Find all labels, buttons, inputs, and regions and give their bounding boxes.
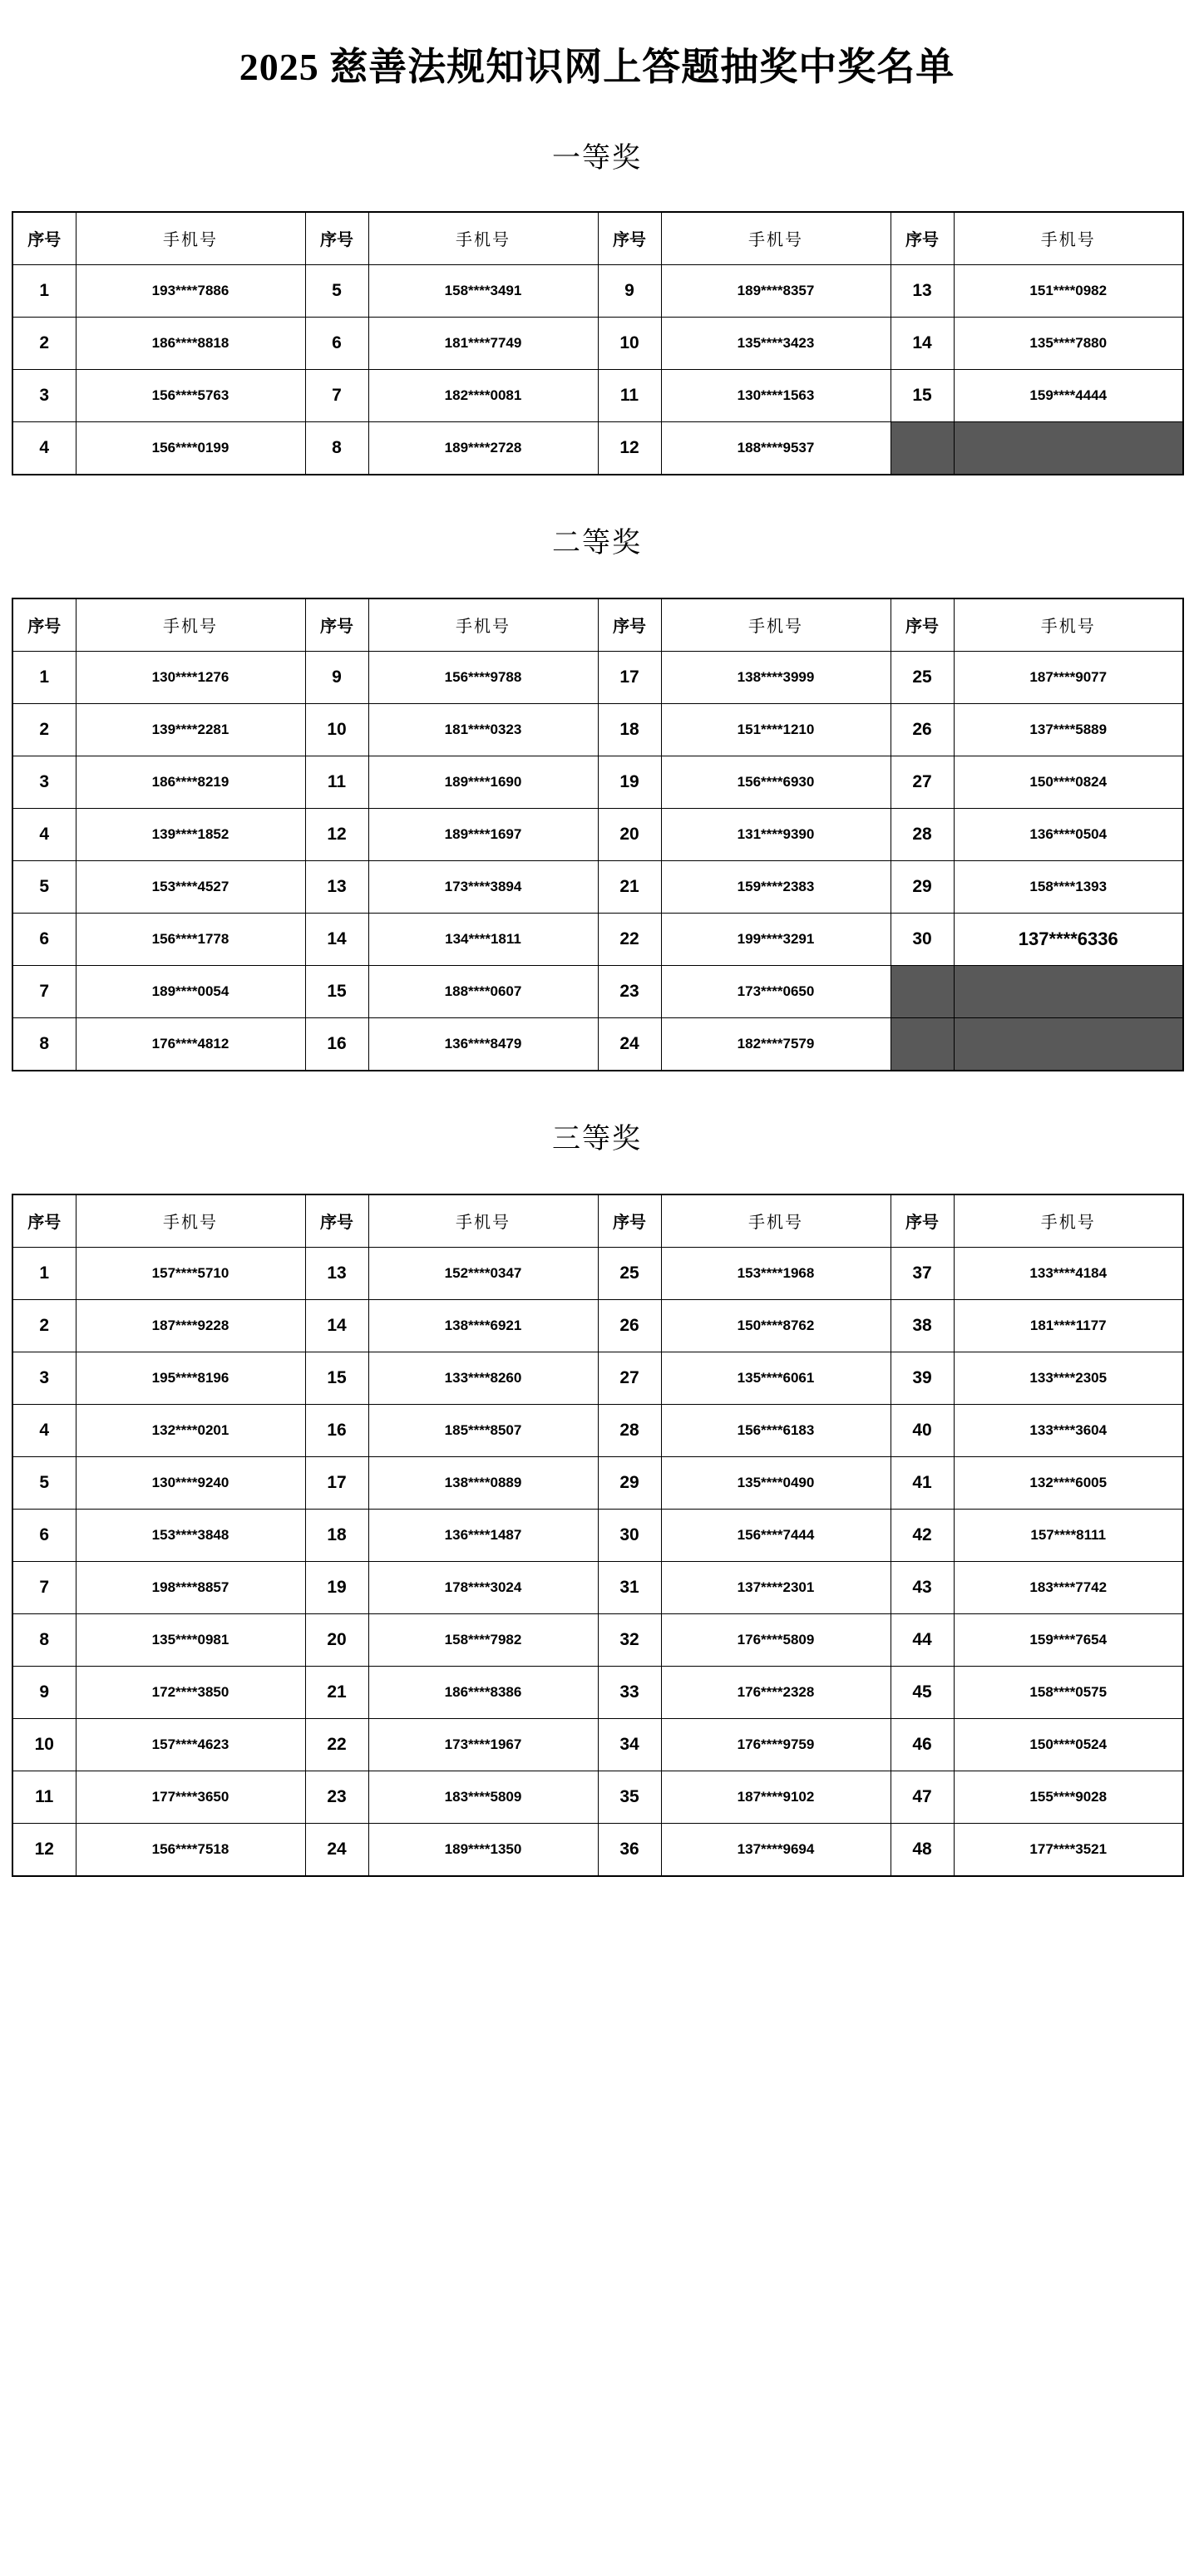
table-row <box>12 369 1183 421</box>
cell-phone: 187****9228 <box>76 1299 305 1352</box>
cell-phone: 189****1690 <box>368 756 598 808</box>
table-row <box>12 1561 1183 1613</box>
cell-index: 9 <box>598 264 661 317</box>
cell-index: 16 <box>305 1404 368 1456</box>
empty-cell <box>954 965 1183 1017</box>
cell-index: 5 <box>12 1456 76 1509</box>
cell-index: 40 <box>891 1404 954 1456</box>
empty-cell <box>954 1017 1183 1071</box>
column-header-index: 序号 <box>891 598 954 652</box>
cell-index: 12 <box>305 808 368 860</box>
cell-index: 29 <box>891 860 954 913</box>
cell-index: 12 <box>12 1823 76 1876</box>
cell-index: 27 <box>598 1352 661 1404</box>
cell-phone: 199****3291 <box>661 913 891 965</box>
cell-index: 10 <box>12 1718 76 1771</box>
cell-index: 11 <box>598 369 661 421</box>
cell-phone: 186****8219 <box>76 756 305 808</box>
cell-index: 3 <box>12 1352 76 1404</box>
cell-index: 1 <box>12 651 76 703</box>
cell-phone: 135****7880 <box>954 317 1183 369</box>
cell-index: 3 <box>12 756 76 808</box>
table-header-row <box>12 212 1183 265</box>
cell-phone: 151****1210 <box>661 703 891 756</box>
cell-phone: 138****3999 <box>661 651 891 703</box>
cell-index: 11 <box>305 756 368 808</box>
cell-index: 10 <box>598 317 661 369</box>
cell-index: 5 <box>305 264 368 317</box>
cell-phone: 187****9077 <box>954 651 1183 703</box>
cell-index: 34 <box>598 1718 661 1771</box>
page-title: 2025 慈善法规知识网上答题抽奖中奖名单 <box>239 46 955 88</box>
cell-phone: 185****8507 <box>368 1404 598 1456</box>
column-header-phone: 手机号 <box>661 212 891 265</box>
cell-phone: 139****1852 <box>76 808 305 860</box>
section-title: 三等奖 <box>552 1123 642 1155</box>
table-row <box>12 1247 1183 1299</box>
cell-phone: 134****1811 <box>368 913 598 965</box>
cell-index: 30 <box>891 913 954 965</box>
cell-phone: 156****1778 <box>76 913 305 965</box>
cell-index: 4 <box>12 808 76 860</box>
cell-phone: 156****6930 <box>661 756 891 808</box>
cell-phone: 159****7654 <box>954 1613 1183 1666</box>
cell-phone: 195****8196 <box>76 1352 305 1404</box>
table-row <box>12 1718 1183 1771</box>
section-title: 二等奖 <box>552 527 642 559</box>
cell-index: 13 <box>891 264 954 317</box>
cell-phone: 137****5889 <box>954 703 1183 756</box>
cell-phone: 153****3848 <box>76 1509 305 1561</box>
cell-index: 27 <box>891 756 954 808</box>
cell-index: 14 <box>305 913 368 965</box>
cell-phone: 139****2281 <box>76 703 305 756</box>
cell-phone: 132****6005 <box>954 1456 1183 1509</box>
cell-phone: 176****5809 <box>661 1613 891 1666</box>
cell-index: 36 <box>598 1823 661 1876</box>
cell-index: 16 <box>305 1017 368 1071</box>
table-row <box>12 421 1183 475</box>
cell-phone: 153****4527 <box>76 860 305 913</box>
cell-index: 8 <box>12 1613 76 1666</box>
cell-index: 11 <box>12 1771 76 1823</box>
cell-index: 6 <box>305 317 368 369</box>
cell-index: 42 <box>891 1509 954 1561</box>
cell-phone: 157****8111 <box>954 1509 1183 1561</box>
table-row <box>12 1299 1183 1352</box>
column-header-phone: 手机号 <box>661 598 891 652</box>
column-header-index: 序号 <box>598 598 661 652</box>
cell-phone: 173****1967 <box>368 1718 598 1771</box>
column-header-index: 序号 <box>598 1194 661 1248</box>
cell-index: 1 <box>12 1247 76 1299</box>
table-row <box>12 703 1183 756</box>
cell-phone: 150****0824 <box>954 756 1183 808</box>
prize-section <box>12 94 1182 475</box>
table-row <box>12 756 1183 808</box>
table-row <box>12 913 1183 965</box>
table-row <box>12 264 1183 317</box>
prize-sections <box>12 94 1182 1877</box>
cell-index: 48 <box>891 1823 954 1876</box>
cell-index: 45 <box>891 1666 954 1718</box>
cell-index: 20 <box>305 1613 368 1666</box>
cell-phone: 135****6061 <box>661 1352 891 1404</box>
cell-index: 22 <box>305 1718 368 1771</box>
cell-index: 3 <box>12 369 76 421</box>
cell-index: 8 <box>305 421 368 475</box>
cell-phone: 138****6921 <box>368 1299 598 1352</box>
cell-index: 15 <box>305 1352 368 1404</box>
cell-phone: 137****6336 <box>954 913 1183 965</box>
cell-index: 28 <box>891 808 954 860</box>
cell-phone: 182****7579 <box>661 1017 891 1071</box>
cell-phone: 130****9240 <box>76 1456 305 1509</box>
cell-index: 25 <box>598 1247 661 1299</box>
cell-phone: 183****7742 <box>954 1561 1183 1613</box>
cell-phone: 137****2301 <box>661 1561 891 1613</box>
table-header-row <box>12 1194 1183 1248</box>
cell-index: 35 <box>598 1771 661 1823</box>
cell-index: 19 <box>305 1561 368 1613</box>
cell-phone: 136****8479 <box>368 1017 598 1071</box>
table-row <box>12 1352 1183 1404</box>
cell-index: 20 <box>598 808 661 860</box>
column-header-phone: 手机号 <box>661 1194 891 1248</box>
cell-phone: 158****7982 <box>368 1613 598 1666</box>
column-header-phone: 手机号 <box>368 1194 598 1248</box>
table-row <box>12 1404 1183 1456</box>
table-row <box>12 1456 1183 1509</box>
cell-index: 21 <box>598 860 661 913</box>
cell-phone: 188****9537 <box>661 421 891 475</box>
cell-index: 46 <box>891 1718 954 1771</box>
table-row <box>12 808 1183 860</box>
cell-index: 26 <box>891 703 954 756</box>
cell-phone: 158****3491 <box>368 264 598 317</box>
cell-index: 18 <box>305 1509 368 1561</box>
column-header-phone: 手机号 <box>368 598 598 652</box>
cell-phone: 133****2305 <box>954 1352 1183 1404</box>
cell-phone: 176****2328 <box>661 1666 891 1718</box>
column-header-index: 序号 <box>305 1194 368 1248</box>
cell-index: 24 <box>598 1017 661 1071</box>
cell-index: 15 <box>891 369 954 421</box>
cell-index: 8 <box>12 1017 76 1071</box>
cell-index: 2 <box>12 1299 76 1352</box>
cell-phone: 133****8260 <box>368 1352 598 1404</box>
section-title: 一等奖 <box>552 142 642 174</box>
table-row <box>12 1509 1183 1561</box>
cell-phone: 133****4184 <box>954 1247 1183 1299</box>
cell-index: 1 <box>12 264 76 317</box>
cell-phone: 130****1563 <box>661 369 891 421</box>
winners-table <box>12 211 1184 475</box>
cell-index: 12 <box>598 421 661 475</box>
prize-section <box>12 475 1182 1071</box>
cell-index: 14 <box>891 317 954 369</box>
cell-phone: 135****0490 <box>661 1456 891 1509</box>
cell-phone: 182****0081 <box>368 369 598 421</box>
cell-phone: 133****3604 <box>954 1404 1183 1456</box>
table-row <box>12 1771 1183 1823</box>
table-row <box>12 317 1183 369</box>
cell-index: 22 <box>598 913 661 965</box>
cell-index: 30 <box>598 1509 661 1561</box>
cell-index: 21 <box>305 1666 368 1718</box>
cell-index: 29 <box>598 1456 661 1509</box>
cell-phone: 172****3850 <box>76 1666 305 1718</box>
table-header-row <box>12 598 1183 652</box>
cell-index: 2 <box>12 317 76 369</box>
winners-table <box>12 598 1184 1071</box>
empty-cell <box>891 1017 954 1071</box>
cell-index: 6 <box>12 1509 76 1561</box>
cell-phone: 198****8857 <box>76 1561 305 1613</box>
cell-phone: 150****8762 <box>661 1299 891 1352</box>
prize-section <box>12 1071 1182 1877</box>
cell-phone: 135****0981 <box>76 1613 305 1666</box>
cell-phone: 156****7444 <box>661 1509 891 1561</box>
cell-index: 7 <box>12 1561 76 1613</box>
cell-phone: 156****0199 <box>76 421 305 475</box>
cell-phone: 156****6183 <box>661 1404 891 1456</box>
column-header-index: 序号 <box>12 212 76 265</box>
cell-phone: 159****4444 <box>954 369 1183 421</box>
cell-phone: 193****7886 <box>76 264 305 317</box>
column-header-phone: 手机号 <box>954 598 1183 652</box>
cell-phone: 136****0504 <box>954 808 1183 860</box>
column-header-phone: 手机号 <box>76 1194 305 1248</box>
cell-phone: 176****4812 <box>76 1017 305 1071</box>
column-header-phone: 手机号 <box>76 598 305 652</box>
cell-index: 24 <box>305 1823 368 1876</box>
cell-index: 13 <box>305 860 368 913</box>
column-header-index: 序号 <box>891 1194 954 1248</box>
winners-table <box>12 1194 1184 1877</box>
cell-index: 13 <box>305 1247 368 1299</box>
cell-index: 33 <box>598 1666 661 1718</box>
column-header-index: 序号 <box>305 598 368 652</box>
cell-phone: 131****9390 <box>661 808 891 860</box>
cell-phone: 187****9102 <box>661 1771 891 1823</box>
column-header-phone: 手机号 <box>76 212 305 265</box>
cell-index: 31 <box>598 1561 661 1613</box>
cell-phone: 186****8818 <box>76 317 305 369</box>
cell-phone: 189****2728 <box>368 421 598 475</box>
table-row <box>12 965 1183 1017</box>
cell-index: 44 <box>891 1613 954 1666</box>
cell-index: 7 <box>12 965 76 1017</box>
empty-cell <box>954 421 1183 475</box>
cell-phone: 181****0323 <box>368 703 598 756</box>
cell-index: 15 <box>305 965 368 1017</box>
table-row <box>12 1613 1183 1666</box>
cell-index: 47 <box>891 1771 954 1823</box>
column-header-index: 序号 <box>305 212 368 265</box>
cell-index: 19 <box>598 756 661 808</box>
cell-index: 5 <box>12 860 76 913</box>
cell-phone: 156****9788 <box>368 651 598 703</box>
table-row <box>12 1823 1183 1876</box>
cell-index: 18 <box>598 703 661 756</box>
cell-phone: 181****7749 <box>368 317 598 369</box>
cell-phone: 158****1393 <box>954 860 1183 913</box>
cell-phone: 177****3650 <box>76 1771 305 1823</box>
column-header-index: 序号 <box>12 1194 76 1248</box>
cell-index: 9 <box>305 651 368 703</box>
cell-index: 39 <box>891 1352 954 1404</box>
cell-index: 2 <box>12 703 76 756</box>
cell-phone: 138****0889 <box>368 1456 598 1509</box>
cell-index: 7 <box>305 369 368 421</box>
cell-phone: 130****1276 <box>76 651 305 703</box>
column-header-index: 序号 <box>12 598 76 652</box>
column-header-phone: 手机号 <box>954 1194 1183 1248</box>
cell-phone: 189****1697 <box>368 808 598 860</box>
cell-phone: 132****0201 <box>76 1404 305 1456</box>
cell-phone: 186****8386 <box>368 1666 598 1718</box>
cell-phone: 156****7518 <box>76 1823 305 1876</box>
cell-phone: 183****5809 <box>368 1771 598 1823</box>
cell-index: 14 <box>305 1299 368 1352</box>
cell-phone: 188****0607 <box>368 965 598 1017</box>
cell-index: 37 <box>891 1247 954 1299</box>
cell-index: 4 <box>12 1404 76 1456</box>
cell-index: 4 <box>12 421 76 475</box>
empty-cell <box>891 965 954 1017</box>
cell-phone: 151****0982 <box>954 264 1183 317</box>
cell-phone: 158****0575 <box>954 1666 1183 1718</box>
cell-phone: 152****0347 <box>368 1247 598 1299</box>
table-row <box>12 1666 1183 1718</box>
cell-index: 17 <box>305 1456 368 1509</box>
cell-phone: 189****0054 <box>76 965 305 1017</box>
cell-index: 25 <box>891 651 954 703</box>
cell-index: 32 <box>598 1613 661 1666</box>
cell-phone: 173****0650 <box>661 965 891 1017</box>
cell-index: 17 <box>598 651 661 703</box>
table-row <box>12 860 1183 913</box>
cell-phone: 177****3521 <box>954 1823 1183 1876</box>
cell-index: 26 <box>598 1299 661 1352</box>
column-header-phone: 手机号 <box>954 212 1183 265</box>
cell-phone: 176****9759 <box>661 1718 891 1771</box>
column-header-index: 序号 <box>598 212 661 265</box>
cell-index: 43 <box>891 1561 954 1613</box>
table-row <box>12 651 1183 703</box>
table-row <box>12 1017 1183 1071</box>
column-header-index: 序号 <box>891 212 954 265</box>
cell-index: 28 <box>598 1404 661 1456</box>
cell-index: 9 <box>12 1666 76 1718</box>
cell-index: 23 <box>598 965 661 1017</box>
cell-phone: 136****1487 <box>368 1509 598 1561</box>
cell-phone: 181****1177 <box>954 1299 1183 1352</box>
cell-phone: 159****2383 <box>661 860 891 913</box>
column-header-phone: 手机号 <box>368 212 598 265</box>
cell-phone: 155****9028 <box>954 1771 1183 1823</box>
cell-phone: 178****3024 <box>368 1561 598 1613</box>
cell-phone: 157****5710 <box>76 1247 305 1299</box>
cell-phone: 153****1968 <box>661 1247 891 1299</box>
cell-index: 10 <box>305 703 368 756</box>
cell-phone: 173****3894 <box>368 860 598 913</box>
cell-phone: 150****0524 <box>954 1718 1183 1771</box>
cell-phone: 156****5763 <box>76 369 305 421</box>
empty-cell <box>891 421 954 475</box>
cell-index: 41 <box>891 1456 954 1509</box>
cell-index: 38 <box>891 1299 954 1352</box>
cell-phone: 135****3423 <box>661 317 891 369</box>
cell-phone: 157****4623 <box>76 1718 305 1771</box>
cell-index: 23 <box>305 1771 368 1823</box>
cell-index: 6 <box>12 913 76 965</box>
cell-phone: 189****1350 <box>368 1823 598 1876</box>
cell-phone: 137****9694 <box>661 1823 891 1876</box>
cell-phone: 189****8357 <box>661 264 891 317</box>
